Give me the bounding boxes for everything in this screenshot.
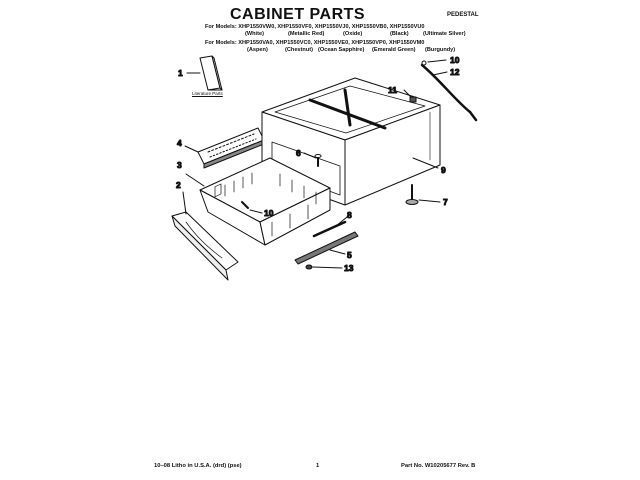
callout-10b: 10: [264, 208, 274, 218]
color-chestnut: (Chestnut): [285, 47, 313, 53]
color-ocean-sapphire: (Ocean Sapphire): [318, 47, 365, 53]
color-white: (White): [245, 31, 264, 37]
callout-12: 12: [450, 67, 460, 77]
callout-leader-3: [186, 174, 204, 186]
callout-leader-5: [330, 250, 345, 254]
model-list-2: For Models: XHP1550VA0, XHP1550VC0, XHP1550VE0, XHP1550VP0, XHP1550VM0: [205, 40, 425, 46]
color-black: (Black): [390, 31, 409, 37]
callout-2: 2: [176, 180, 181, 190]
footer-litho: 10–08 Litho in U.S.A. (drd) (pse): [154, 463, 242, 469]
callout-leader-4: [185, 146, 198, 152]
callout-7: 7: [443, 197, 448, 207]
callout-leader-12: [433, 72, 447, 75]
color-burgundy: (Burgundy): [425, 47, 456, 53]
callout-9: 9: [441, 165, 446, 175]
footer-part-number: Part No. W10205677 Rev. B: [401, 463, 476, 469]
callout-3: 3: [177, 160, 182, 170]
color-oxide: (Oxide): [343, 31, 363, 37]
section-label: PEDESTAL: [447, 12, 479, 18]
footer-page-number: 1: [316, 463, 320, 469]
leveling-leg: [406, 185, 418, 205]
callout-leader-13: [313, 267, 342, 268]
color-aspen: (Aspen): [247, 47, 268, 53]
color-metallic-red: (Metallic Red): [288, 31, 325, 37]
callout-10a: 10: [450, 55, 460, 65]
literature-booklet: [200, 56, 222, 90]
callout-6: 6: [296, 148, 301, 158]
callout-13: 13: [344, 263, 354, 273]
callout-leader-7: [419, 200, 440, 202]
callout-5: 5: [347, 250, 352, 260]
callout-8: 8: [347, 210, 352, 220]
rod-part-8: [314, 222, 345, 236]
callout-11: 11: [388, 85, 397, 95]
screw-part-13: [306, 265, 312, 269]
clip-part-11: [410, 97, 416, 102]
callout-leader-10a: [428, 60, 446, 62]
color-ultimate-silver: (Ultimate Silver): [423, 31, 466, 37]
trim-panel: [198, 128, 264, 168]
literature-parts-label: Literature Parts: [192, 91, 223, 96]
callout-4: 4: [177, 138, 182, 148]
callout-1: 1: [178, 68, 183, 78]
page-title: CABINET PARTS: [230, 6, 366, 23]
model-list-1: For Models: XHP1550VW0, XHP1550VF0, XHP1550VJ0, XHP1550VB0, XHP1550VU0: [205, 24, 425, 30]
color-emerald-green: (Emerald Green): [372, 47, 416, 53]
callout-leader-2: [183, 192, 186, 214]
